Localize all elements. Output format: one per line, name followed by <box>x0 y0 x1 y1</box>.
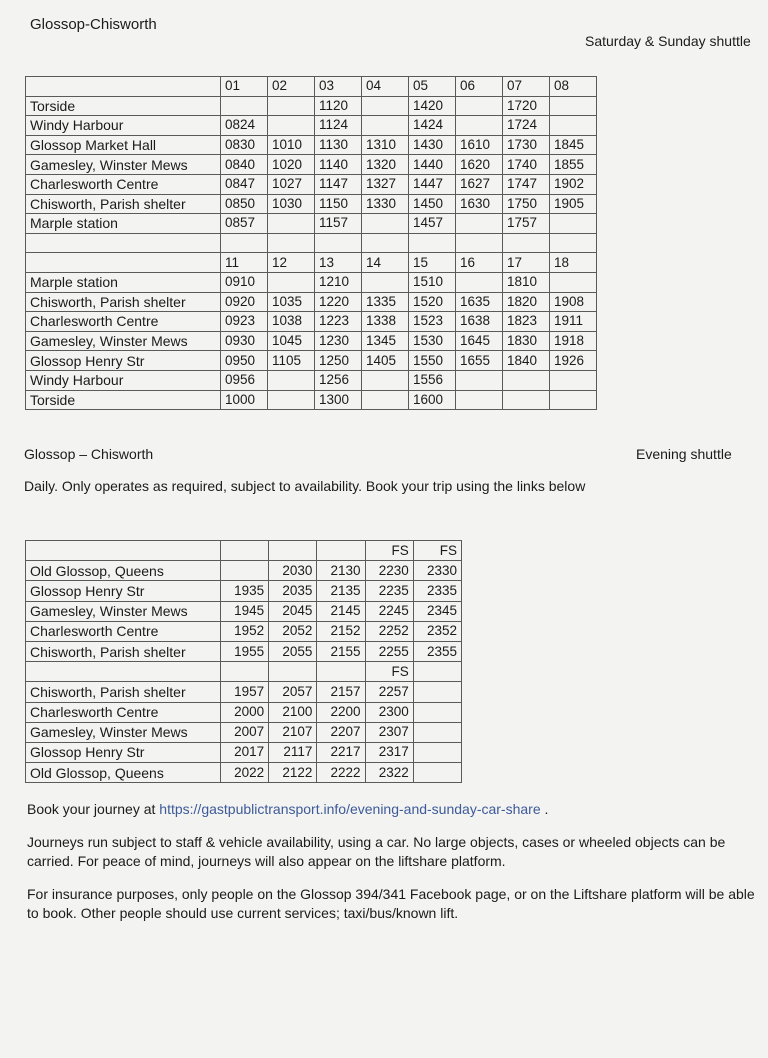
time-cell <box>550 116 597 136</box>
time-cell: 0923 <box>221 312 268 332</box>
time-cell <box>317 541 365 561</box>
time-cell: 1020 <box>268 155 315 175</box>
time-cell <box>550 233 597 253</box>
time-cell: 1926 <box>550 351 597 371</box>
time-cell: 1027 <box>268 174 315 194</box>
time-cell <box>362 116 409 136</box>
time-cell: 1820 <box>503 292 550 312</box>
time-cell: 1902 <box>550 174 597 194</box>
time-cell: 1810 <box>503 272 550 292</box>
time-cell: 1405 <box>362 351 409 371</box>
time-cell: 11 <box>221 253 268 273</box>
time-cell: 2230 <box>365 561 413 581</box>
time-cell: 0824 <box>221 116 268 136</box>
time-cell: 1000 <box>221 390 268 410</box>
table-row <box>26 641 462 661</box>
table-row <box>26 601 462 621</box>
stop-name: Glossop Henry Str <box>26 742 221 762</box>
stop-name <box>26 541 221 561</box>
time-cell: 1300 <box>315 390 362 410</box>
stop-name: Gamesley, Winster Mews <box>26 155 221 175</box>
time-cell: 1952 <box>221 621 269 641</box>
time-cell: 2017 <box>221 742 269 762</box>
time-cell: 06 <box>456 77 503 97</box>
time-cell <box>362 214 409 234</box>
table-row <box>26 331 597 351</box>
time-cell: FS <box>365 662 413 682</box>
evening-subtitle: Evening shuttle <box>636 446 732 462</box>
time-cell: 01 <box>221 77 268 97</box>
time-cell: 0920 <box>221 292 268 312</box>
time-cell: 2107 <box>269 722 317 742</box>
time-cell <box>317 662 365 682</box>
time-cell: 1750 <box>503 194 550 214</box>
time-cell: 1230 <box>315 331 362 351</box>
stop-name: Gamesley, Winster Mews <box>26 601 221 621</box>
time-cell: 1635 <box>456 292 503 312</box>
stop-name: Marple station <box>26 214 221 234</box>
time-cell: 2345 <box>413 601 461 621</box>
stop-name <box>26 253 221 273</box>
time-cell: 2207 <box>317 722 365 742</box>
time-cell: 1250 <box>315 351 362 371</box>
table-row <box>26 292 597 312</box>
time-cell: 1335 <box>362 292 409 312</box>
stop-name <box>26 662 221 682</box>
stop-name: Windy Harbour <box>26 370 221 390</box>
time-cell <box>268 116 315 136</box>
stop-name: Charlesworth Centre <box>26 312 221 332</box>
time-cell: 1430 <box>409 135 456 155</box>
time-cell: 2217 <box>317 742 365 762</box>
time-cell: 08 <box>550 77 597 97</box>
time-cell <box>362 390 409 410</box>
time-cell: 1955 <box>221 641 269 661</box>
time-cell: 2135 <box>317 581 365 601</box>
table-row <box>26 272 597 292</box>
stop-name: Gamesley, Winster Mews <box>26 331 221 351</box>
table-row <box>26 682 462 702</box>
time-cell: 1520 <box>409 292 456 312</box>
stop-name <box>26 77 221 97</box>
time-cell: 1045 <box>268 331 315 351</box>
time-cell: FS <box>365 541 413 561</box>
time-cell: 13 <box>315 253 362 273</box>
time-cell <box>456 233 503 253</box>
evening-title: Glossop – Chisworth <box>24 446 154 462</box>
time-cell: 1420 <box>409 96 456 116</box>
table-row <box>26 621 462 641</box>
stop-name: Charlesworth Centre <box>26 621 221 641</box>
time-cell: 1655 <box>456 351 503 371</box>
table-row <box>26 581 462 601</box>
time-cell: 1945 <box>221 601 269 621</box>
weekend-timetable <box>25 76 597 410</box>
time-cell: 2322 <box>365 763 413 783</box>
time-cell: 1918 <box>550 331 597 351</box>
time-cell: 1310 <box>362 135 409 155</box>
evening-description: Daily. Only operates as required, subject to availability. Book your trip using the links below <box>24 478 586 494</box>
time-cell: 2130 <box>317 561 365 581</box>
time-cell: 1510 <box>409 272 456 292</box>
time-cell <box>550 272 597 292</box>
table-row <box>26 370 597 390</box>
time-cell: 04 <box>362 77 409 97</box>
table-row <box>26 155 597 175</box>
time-cell <box>550 390 597 410</box>
time-cell: 02 <box>268 77 315 97</box>
time-cell <box>413 662 461 682</box>
time-cell: 2300 <box>365 702 413 722</box>
time-cell: FS <box>413 541 461 561</box>
time-cell: 2222 <box>317 763 365 783</box>
booking-suffix: . <box>540 801 549 817</box>
stop-name: Glossop Henry Str <box>26 581 221 601</box>
time-cell: 1223 <box>315 312 362 332</box>
time-cell: 1935 <box>221 581 269 601</box>
page-title: Glossop-Chisworth <box>30 16 157 33</box>
time-cell: 1550 <box>409 351 456 371</box>
time-cell: 2035 <box>269 581 317 601</box>
time-cell: 1523 <box>409 312 456 332</box>
time-cell: 2200 <box>317 702 365 722</box>
time-cell <box>456 272 503 292</box>
time-cell: 0950 <box>221 351 268 371</box>
booking-link[interactable]: https://gastpublictransport.info/evening-and-sunday-car-share <box>159 801 541 817</box>
stop-name: Torside <box>26 390 221 410</box>
time-cell: 2045 <box>269 601 317 621</box>
notes <box>27 800 762 937</box>
time-cell: 0956 <box>221 370 268 390</box>
time-cell: 2235 <box>365 581 413 601</box>
time-cell <box>315 233 362 253</box>
time-cell <box>456 116 503 136</box>
time-cell: 0850 <box>221 194 268 214</box>
time-cell: 1747 <box>503 174 550 194</box>
time-cell: 1855 <box>550 155 597 175</box>
booking-prefix: Book your journey at <box>27 801 160 817</box>
time-cell: 1105 <box>268 351 315 371</box>
stop-name: Chisworth, Parish shelter <box>26 641 221 661</box>
time-cell: 1908 <box>550 292 597 312</box>
time-cell: 1627 <box>456 174 503 194</box>
time-cell: 1330 <box>362 194 409 214</box>
time-cell: 0857 <box>221 214 268 234</box>
stop-name: Old Glossop, Queens <box>26 763 221 783</box>
time-cell: 1724 <box>503 116 550 136</box>
time-cell: 1030 <box>268 194 315 214</box>
stop-name: Chisworth, Parish shelter <box>26 682 221 702</box>
time-cell: 1905 <box>550 194 597 214</box>
time-cell: 2155 <box>317 641 365 661</box>
time-cell: 1840 <box>503 351 550 371</box>
time-cell: 1338 <box>362 312 409 332</box>
time-cell: 1210 <box>315 272 362 292</box>
time-cell: 2145 <box>317 601 365 621</box>
time-cell: 1823 <box>503 312 550 332</box>
table-row <box>26 233 597 253</box>
time-cell: 1450 <box>409 194 456 214</box>
time-cell <box>362 233 409 253</box>
time-cell: 0847 <box>221 174 268 194</box>
time-cell: 2252 <box>365 621 413 641</box>
time-cell <box>221 96 268 116</box>
time-cell: 1147 <box>315 174 362 194</box>
time-cell: 12 <box>268 253 315 273</box>
table-row <box>26 174 597 194</box>
time-cell <box>503 370 550 390</box>
table-row <box>26 763 462 783</box>
time-cell: 1447 <box>409 174 456 194</box>
time-cell: 0930 <box>221 331 268 351</box>
table-row <box>26 390 597 410</box>
stop-name: Chisworth, Parish shelter <box>26 194 221 214</box>
time-cell: 2000 <box>221 702 269 722</box>
stop-name: Glossop Market Hall <box>26 135 221 155</box>
table-row <box>26 96 597 116</box>
time-cell: 1010 <box>268 135 315 155</box>
stop-name: Torside <box>26 96 221 116</box>
time-cell <box>413 763 461 783</box>
time-cell: 2100 <box>269 702 317 722</box>
time-cell: 1600 <box>409 390 456 410</box>
time-cell: 2052 <box>269 621 317 641</box>
time-cell: 2007 <box>221 722 269 742</box>
table-row <box>26 116 597 136</box>
time-cell: 17 <box>503 253 550 273</box>
time-cell: 1556 <box>409 370 456 390</box>
time-cell: 2330 <box>413 561 461 581</box>
time-cell: 2335 <box>413 581 461 601</box>
stop-name <box>26 233 221 253</box>
table-row <box>26 722 462 742</box>
time-cell <box>362 370 409 390</box>
time-cell: 1530 <box>409 331 456 351</box>
stop-name: Old Glossop, Queens <box>26 561 221 581</box>
stop-name: Glossop Henry Str <box>26 351 221 371</box>
time-cell <box>413 682 461 702</box>
page-subtitle: Saturday & Sunday shuttle <box>585 33 751 49</box>
time-cell: 1440 <box>409 155 456 175</box>
time-cell <box>221 541 269 561</box>
time-cell <box>456 96 503 116</box>
time-cell: 1150 <box>315 194 362 214</box>
time-cell: 18 <box>550 253 597 273</box>
time-cell: 1740 <box>503 155 550 175</box>
time-cell: 1220 <box>315 292 362 312</box>
time-cell: 1130 <box>315 135 362 155</box>
time-cell <box>503 390 550 410</box>
table-row <box>26 77 597 97</box>
time-cell <box>269 662 317 682</box>
stop-name: Charlesworth Centre <box>26 702 221 722</box>
time-cell: 1038 <box>268 312 315 332</box>
time-cell <box>503 233 550 253</box>
time-cell <box>456 390 503 410</box>
time-cell: 1035 <box>268 292 315 312</box>
time-cell <box>409 233 456 253</box>
time-cell: 2122 <box>269 763 317 783</box>
time-cell: 2055 <box>269 641 317 661</box>
time-cell: 05 <box>409 77 456 97</box>
time-cell: 2352 <box>413 621 461 641</box>
time-cell: 2030 <box>269 561 317 581</box>
time-cell: 1256 <box>315 370 362 390</box>
time-cell <box>221 662 269 682</box>
time-cell <box>413 702 461 722</box>
stop-name: Windy Harbour <box>26 116 221 136</box>
time-cell: 1157 <box>315 214 362 234</box>
time-cell <box>550 96 597 116</box>
table-row <box>26 742 462 762</box>
table-row <box>26 561 462 581</box>
time-cell: 2057 <box>269 682 317 702</box>
time-cell: 1424 <box>409 116 456 136</box>
time-cell: 2152 <box>317 621 365 641</box>
time-cell <box>362 272 409 292</box>
time-cell: 1845 <box>550 135 597 155</box>
time-cell: 1730 <box>503 135 550 155</box>
time-cell <box>413 742 461 762</box>
time-cell <box>268 96 315 116</box>
time-cell: 03 <box>315 77 362 97</box>
availability-note: Journeys run subject to staff & vehicle availability, using a car. No large objects, cases or wheeled objects can be carried. For peace of mind, journeys will also appear on the liftshare platform. <box>27 834 726 869</box>
table-row <box>26 662 462 682</box>
time-cell: 0830 <box>221 135 268 155</box>
time-cell: 1124 <box>315 116 362 136</box>
table-row <box>26 135 597 155</box>
time-cell: 1120 <box>315 96 362 116</box>
table-row <box>26 253 597 273</box>
time-cell: 1720 <box>503 96 550 116</box>
time-cell: 0910 <box>221 272 268 292</box>
time-cell: 15 <box>409 253 456 273</box>
time-cell <box>268 370 315 390</box>
time-cell <box>456 370 503 390</box>
time-cell: 2245 <box>365 601 413 621</box>
stop-name: Gamesley, Winster Mews <box>26 722 221 742</box>
time-cell: 2257 <box>365 682 413 702</box>
time-cell <box>456 214 503 234</box>
time-cell <box>268 390 315 410</box>
time-cell: 1830 <box>503 331 550 351</box>
time-cell: 0840 <box>221 155 268 175</box>
time-cell <box>268 233 315 253</box>
time-cell: 1911 <box>550 312 597 332</box>
time-cell: 2022 <box>221 763 269 783</box>
time-cell: 14 <box>362 253 409 273</box>
table-row <box>26 194 597 214</box>
time-cell <box>268 272 315 292</box>
time-cell: 16 <box>456 253 503 273</box>
time-cell: 2317 <box>365 742 413 762</box>
table-row <box>26 312 597 332</box>
time-cell <box>269 541 317 561</box>
time-cell <box>550 370 597 390</box>
time-cell: 2255 <box>365 641 413 661</box>
time-cell <box>221 561 269 581</box>
time-cell: 2307 <box>365 722 413 742</box>
time-cell: 2117 <box>269 742 317 762</box>
time-cell: 1140 <box>315 155 362 175</box>
time-cell: 1457 <box>409 214 456 234</box>
time-cell <box>550 214 597 234</box>
table-row <box>26 214 597 234</box>
time-cell: 07 <box>503 77 550 97</box>
stop-name: Marple station <box>26 272 221 292</box>
time-cell <box>268 214 315 234</box>
time-cell: 1630 <box>456 194 503 214</box>
table-row <box>26 351 597 371</box>
time-cell: 2355 <box>413 641 461 661</box>
booking-note <box>27 800 762 819</box>
stop-name: Chisworth, Parish shelter <box>26 292 221 312</box>
time-cell: 1345 <box>362 331 409 351</box>
time-cell: 1320 <box>362 155 409 175</box>
time-cell <box>362 96 409 116</box>
time-cell: 1620 <box>456 155 503 175</box>
time-cell: 1645 <box>456 331 503 351</box>
insurance-note: For insurance purposes, only people on the Glossop 394/341 Facebook page, or on the Liftshare platform will be able to book. Other people should use current services; taxi/bus/known lift. <box>27 886 755 921</box>
time-cell: 1327 <box>362 174 409 194</box>
time-cell <box>413 722 461 742</box>
time-cell: 1957 <box>221 682 269 702</box>
time-cell: 1757 <box>503 214 550 234</box>
evening-timetable <box>25 540 462 783</box>
table-row <box>26 702 462 722</box>
time-cell <box>221 233 268 253</box>
time-cell: 2157 <box>317 682 365 702</box>
table-row <box>26 541 462 561</box>
time-cell: 1638 <box>456 312 503 332</box>
time-cell: 1610 <box>456 135 503 155</box>
stop-name: Charlesworth Centre <box>26 174 221 194</box>
